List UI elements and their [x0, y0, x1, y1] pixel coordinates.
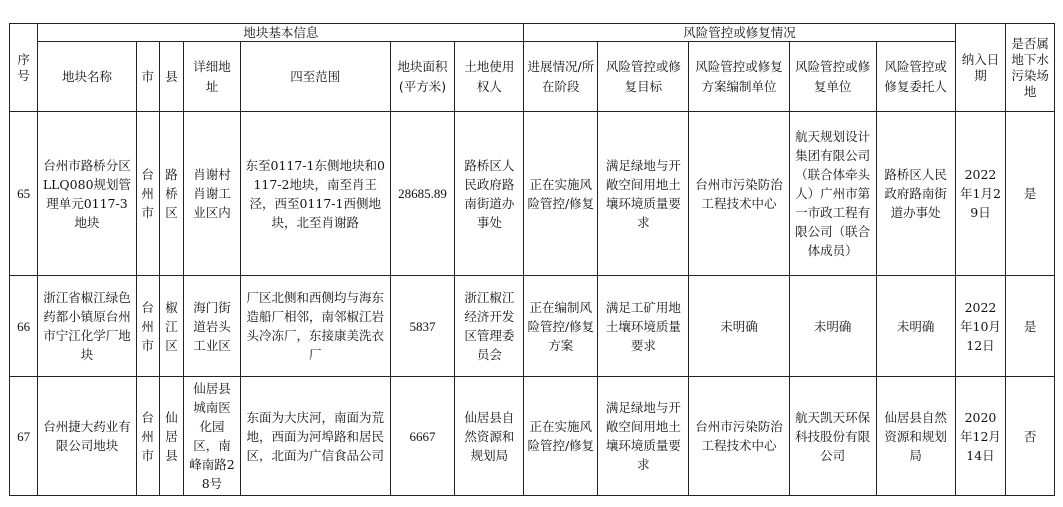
cell-bounds: 厂区北侧和西侧均与海东造船厂相邻，南邻椒江岩头冷冻厂，东接康美洗衣厂 — [240, 276, 390, 377]
header-owner: 土地使用权人 — [455, 42, 524, 112]
header-address: 详细地址 — [184, 42, 241, 112]
header-name: 地块名称 — [38, 42, 136, 112]
header-group-risk: 风险管控或修复情况 — [524, 24, 955, 42]
cell-bounds: 东至0117-1东侧地块和0117-2地块，南至肖王泾，西至0117-1西侧地块，北至肖谢路 — [240, 112, 390, 276]
cell-seq: 65 — [10, 112, 38, 276]
header-bounds: 四至范围 — [240, 42, 390, 112]
cell-date: 2020年12月14日 — [955, 377, 1006, 496]
cell-plan-unit: 台州市污染防治工程技术中心 — [689, 112, 789, 276]
cell-repair-unit: 航天凯天环保科技股份有限公司 — [789, 377, 876, 496]
table-row — [10, 377, 1055, 496]
cell-seq: 66 — [10, 276, 38, 377]
cell-name: 台州市路桥分区LLQ080规划管理单元0117-3地块 — [38, 112, 136, 276]
header-county: 县 — [159, 42, 183, 112]
cell-owner: 浙江椒江经济开发区管理委员会 — [455, 276, 524, 377]
cell-city: 台州市 — [136, 377, 159, 496]
cell-goal: 满足绿地与开敞空间用地土壤环境质量要求 — [598, 112, 689, 276]
cell-area: 28685.89 — [390, 112, 455, 276]
cell-groundwater: 是 — [1006, 276, 1055, 377]
cell-plan-unit: 台州市污染防治工程技术中心 — [689, 377, 789, 496]
header-city: 市 — [136, 42, 159, 112]
header-date: 纳入日期 — [955, 24, 1006, 112]
header-repair-unit: 风险管控或修复单位 — [789, 42, 876, 112]
cell-area: 6667 — [390, 377, 455, 496]
cell-area: 5837 — [390, 276, 455, 377]
cell-address: 仙居县城南医化园区，南峰南路28号 — [184, 377, 241, 496]
header-seq: 序号 — [10, 24, 38, 112]
cell-county: 椒江区 — [159, 276, 183, 377]
header-group-row — [10, 24, 1055, 42]
header-progress: 进展情况/所在阶段 — [524, 42, 598, 112]
table-row — [10, 276, 1055, 377]
cell-owner: 仙居县自然资源和规划局 — [455, 377, 524, 496]
cell-client: 路桥区人民政府路南街道办事处 — [876, 112, 955, 276]
header-group-basic: 地块基本信息 — [38, 24, 524, 42]
cell-repair-unit: 航天规划设计集团有限公司（联合体牵头人）广州市第一市政工程有限公司（联合体成员） — [789, 112, 876, 276]
header-plan-unit: 风险管控或修复方案编制单位 — [689, 42, 789, 112]
cell-client: 仙居县自然资源和规划局 — [876, 377, 955, 496]
cell-goal: 满足工矿用地土壤环境质量要求 — [598, 276, 689, 377]
cell-city: 台州市 — [136, 276, 159, 377]
header-column-row — [10, 42, 1055, 112]
cell-repair-unit: 未明确 — [789, 276, 876, 377]
header-area: 地块面积(平方米) — [390, 42, 455, 112]
header-goal: 风险管控或修复目标 — [598, 42, 689, 112]
cell-goal: 满足绿地与开敞空间用地土壤环境质量要求 — [598, 377, 689, 496]
header-groundwater: 是否属地下水污染场地 — [1006, 24, 1055, 112]
cell-city: 台州市 — [136, 112, 159, 276]
cell-address: 肖谢村肖谢工业区内 — [184, 112, 241, 276]
table-row — [10, 112, 1055, 276]
header-client: 风险管控或修复委托人 — [876, 42, 955, 112]
cell-seq: 67 — [10, 377, 38, 496]
cell-groundwater: 否 — [1006, 377, 1055, 496]
cell-county: 路桥区 — [159, 112, 183, 276]
cell-plan-unit: 未明确 — [689, 276, 789, 377]
cell-county: 仙居县 — [159, 377, 183, 496]
cell-address: 海门街道岩头工业区 — [184, 276, 241, 377]
cell-owner: 路桥区人民政府路南街道办事处 — [455, 112, 524, 276]
cell-name: 浙江省椒江绿色药都小镇原台州市宁江化学厂地块 — [38, 276, 136, 377]
cell-groundwater: 是 — [1006, 112, 1055, 276]
cell-progress: 正在编制风险管控/修复方案 — [524, 276, 598, 377]
cell-bounds: 东面为大庆河，南面为荒地，西面为河埠路和居民区，北面为广信食品公司 — [240, 377, 390, 496]
cell-date: 2022年10月12日 — [955, 276, 1006, 377]
cell-progress: 正在实施风险管控/修复 — [524, 377, 598, 496]
cell-progress: 正在实施风险管控/修复 — [524, 112, 598, 276]
cell-date: 2022年1月29日 — [955, 112, 1006, 276]
cell-client: 未明确 — [876, 276, 955, 377]
contaminated-sites-table — [9, 23, 1055, 496]
cell-name: 台州捷大药业有限公司地块 — [38, 377, 136, 496]
